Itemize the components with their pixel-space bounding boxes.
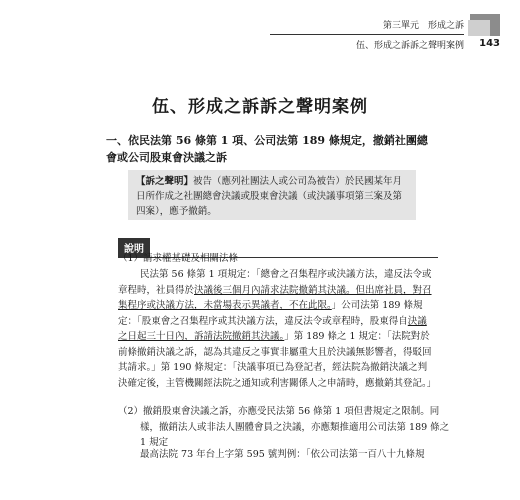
subheading-1: （1）請求權基礎及相關法條 xyxy=(118,253,239,264)
paragraph-statutes xyxy=(118,267,437,391)
text-run: 」公司法第 189 條規定：「股東會之召集程序或其決議方法，違反法令或章程時，股東得自 xyxy=(118,300,423,327)
explanation-label: 說明 xyxy=(118,238,150,257)
header-decoration-inner xyxy=(468,20,490,36)
section-heading: 一、依民法第 56 條第 1 項、公司法第 189 條規定，撤銷社團總會或公司股東會決議之訴 xyxy=(106,134,428,164)
underlined-text: 決議之日起三十日內，訴請法院撤銷其決議。 xyxy=(118,315,427,342)
claim-label: 【訴之聲明】 xyxy=(136,176,194,187)
paragraph-case-law: 最高法院 73 年台上字第 595 號判例：「依公司法第一百八十九條規 xyxy=(140,449,425,460)
header-rule xyxy=(270,34,464,35)
text-run: 」第 189 條之 1 規定：「法院對於前條撤銷決議之訴，認為其違反之事實非屬重大且於決議無影響者，得駁回其請求。」第 190 條規定：「決議事項已為登記者，經法院為撤銷決議之判決確定後，主管機關經法院之通知或利害關係人之申請時，應撤銷其登記。」 xyxy=(118,331,437,389)
page-number: 143 xyxy=(479,38,500,49)
header-unit: 第三單元 形成之訴 xyxy=(382,21,464,31)
underlined-text: 決議後三個月內請求法院撤銷其決議。但出席社員，對召集程序或決議方法，未當場表示異議者，不在此限。 xyxy=(118,284,432,311)
subheading-2: （2）撤銷股東會決議之訴，亦應受民法第 56 條第 1 項但書規定之限制。同樣，撤銷法人或非法人團體會員之決議，亦應類推適用公司法第 189 條之 1 規定 xyxy=(118,406,450,448)
claim-text: 被告（應列社團法人或公司為被告）於民國某年月日所作成之社團總會決議或股東會決議（或決議事項第三案及第四案），應予撤銷。 xyxy=(136,176,403,217)
claim-box xyxy=(128,170,416,220)
page-title: 伍、形成之訴訴之聲明案例 xyxy=(152,97,368,117)
text-run: 民法第 56 條第 1 項規定：「總會之召集程序或決議方法，違反法令或章程時，社員得於 xyxy=(118,269,432,296)
header-subtitle: 伍、形成之訴訴之聲明案例 xyxy=(355,41,464,51)
running-header xyxy=(270,14,500,64)
